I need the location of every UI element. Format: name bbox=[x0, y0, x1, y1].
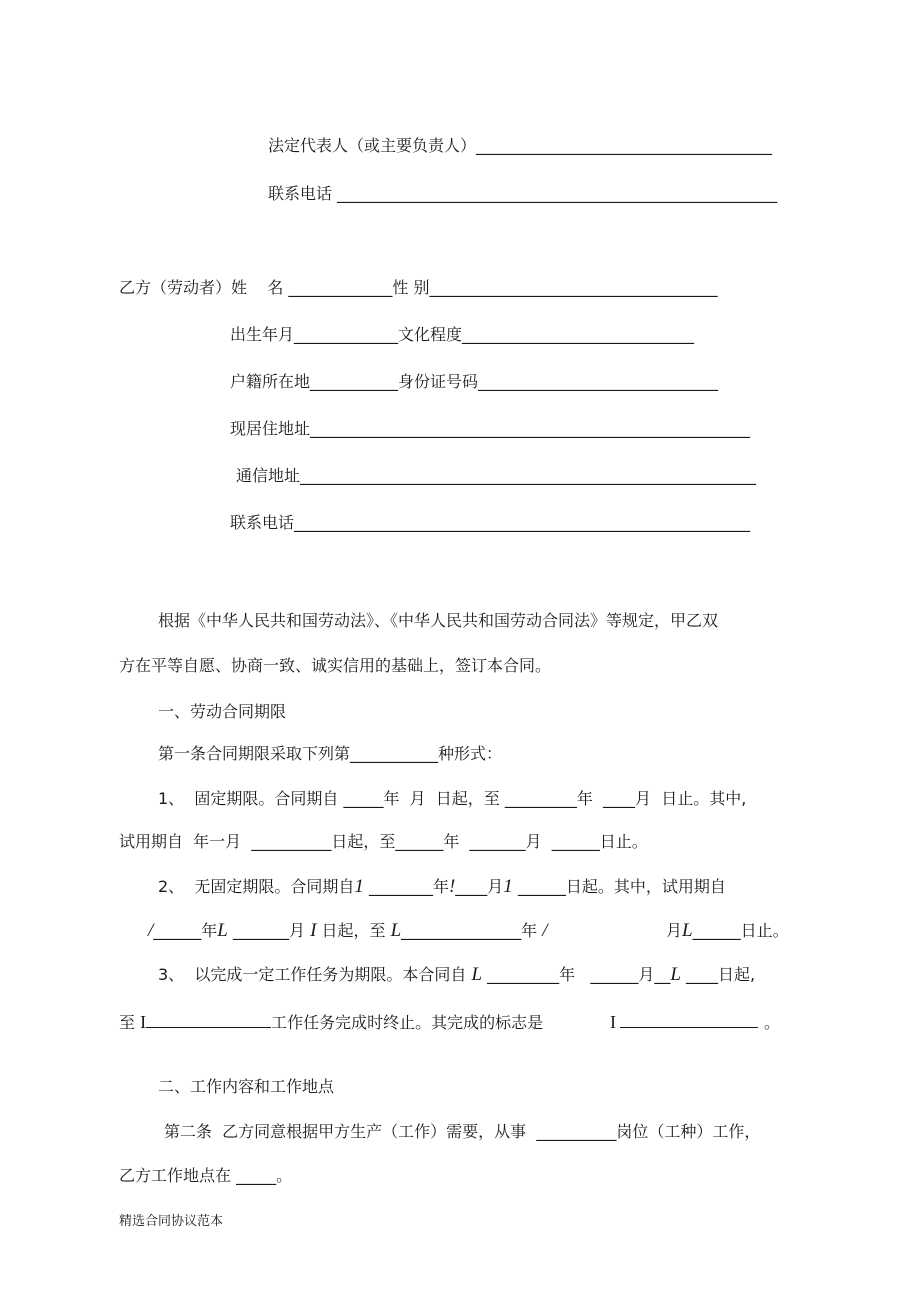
contact-phone-line-a: 联系电话 _______________________________________________________ bbox=[268, 184, 778, 203]
completion-blank bbox=[620, 1010, 758, 1028]
handwritten-mark: ! bbox=[448, 876, 456, 897]
completion-mark-line bbox=[610, 1010, 780, 1034]
handwritten-mark: 1 bbox=[354, 876, 364, 897]
open-term-line-2 bbox=[148, 920, 548, 942]
legal-rep-line: 法定代表人（或主要负责人）_____________________________________ bbox=[268, 136, 773, 155]
open-term-line-2-end bbox=[666, 920, 789, 942]
fixed-term-line-1: 1、 固定期限。合同期自 _____年 月 日起，至 _________年 ____月 日止。其中, bbox=[158, 789, 747, 808]
open-term-line-1 bbox=[158, 876, 726, 898]
article-2-line-1: 第二条 乙方同意根据甲方生产（工作）需要，从事 __________岗位（工种）工作， bbox=[164, 1122, 761, 1141]
year-blank: _______________年 bbox=[401, 921, 543, 940]
household-id-line: 户籍所在地___________身份证号码______________________________ bbox=[230, 372, 719, 391]
section-2-heading: 二、工作内容和工作地点 bbox=[158, 1077, 335, 1096]
task-term-line-2 bbox=[119, 1010, 543, 1034]
birth-education-line: 出生年月_____________文化程度_____________________________ bbox=[230, 325, 695, 344]
handwritten-mark: / bbox=[542, 920, 548, 941]
period-text: 。 bbox=[764, 1013, 781, 1032]
year-blank: ______年 bbox=[153, 921, 218, 940]
day-blank: ______日起。其中，试用期自 bbox=[512, 877, 726, 896]
page-footer: 精选合同协议范本 bbox=[119, 1214, 224, 1229]
day-blank: ____日起, bbox=[680, 965, 756, 984]
handwritten-mark: L bbox=[471, 964, 483, 985]
task-term-text: 3、 以完成一定工作任务为期限。本合同自 bbox=[158, 965, 472, 984]
preamble-line-1: 根据《中华人民共和国劳动法》、《中华人民共和国劳动合同法》等规定，甲乙双 bbox=[158, 611, 719, 630]
handwritten-mark: / bbox=[148, 920, 154, 941]
handwritten-mark: L bbox=[390, 920, 402, 941]
contact-phone-line-b: 联系电话_________________________________________________________ bbox=[230, 513, 751, 532]
start-text: 日起，至 bbox=[316, 921, 391, 940]
end-text: ______日止。 bbox=[692, 921, 789, 940]
article-2-line-2: 乙方工作地点在 _____。 bbox=[119, 1166, 293, 1185]
task-blank bbox=[146, 1010, 271, 1028]
month-blank: _______月 bbox=[227, 921, 311, 940]
until-text: 至 bbox=[119, 1013, 141, 1032]
task-term-line-1 bbox=[158, 964, 755, 986]
handwritten-mark: L bbox=[217, 920, 228, 941]
handwritten-mark: L bbox=[682, 920, 693, 941]
month-label: 月 bbox=[666, 921, 683, 940]
year-month-blanks: _________年 ______月__ bbox=[482, 965, 671, 984]
handwritten-mark: 1 bbox=[503, 876, 513, 897]
handwritten-mark: I bbox=[140, 1012, 147, 1032]
section-1-heading: 一、劳动合同期限 bbox=[158, 702, 287, 721]
party-b-name-line: 乙方（劳动者）姓 名 _____________性 别____________________________________ bbox=[119, 278, 718, 297]
open-term-text: 2、 无固定期限。合同期自 bbox=[158, 877, 355, 896]
handwritten-mark: L bbox=[670, 964, 681, 985]
residence-line: 现居住地址_______________________________________________________ bbox=[230, 419, 751, 438]
mail-address-line: 通信地址_________________________________________________________ bbox=[236, 466, 757, 485]
preamble-line-2: 方在平等自愿、协商一致、诚实信用的基础上，签订本合同。 bbox=[119, 656, 552, 675]
handwritten-mark: I bbox=[310, 920, 317, 941]
year-blank: ________年 bbox=[363, 877, 449, 896]
handwritten-mark: I bbox=[610, 1012, 616, 1032]
month-blank: ____月 bbox=[455, 877, 504, 896]
completion-text: 工作任务完成时终止。其完成的标志是 bbox=[271, 1013, 544, 1032]
article-1: 第一条合同期限采取下列第___________种形式： bbox=[158, 744, 503, 763]
fixed-term-line-2: 试用期自 年一月 __________日起，至______年 _______月 ______日止。 bbox=[119, 832, 648, 851]
